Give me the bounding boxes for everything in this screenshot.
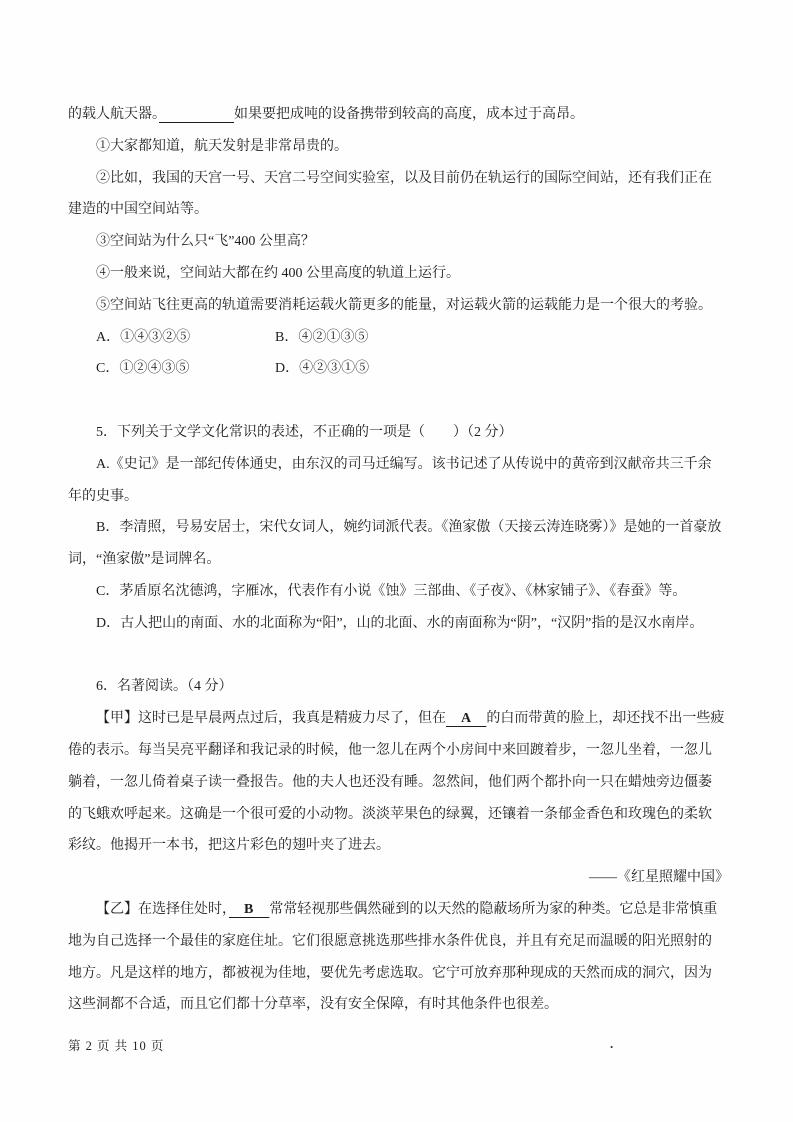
text-line: 6．名著阅读。（4 分） xyxy=(96,679,233,695)
q4-options-row-1 xyxy=(68,322,729,354)
text-line: 地方。凡是这样的地方，都被视为佳地，要优先考虑选取。它宁可放弃那种现成的天然而成的洞穴，因为 xyxy=(68,965,712,981)
q4-options-row-2 xyxy=(68,353,729,385)
answer-blank: A xyxy=(446,711,487,727)
text-line: 年的史事。 xyxy=(68,488,138,504)
answer-blank: B xyxy=(229,901,270,917)
page-content xyxy=(68,99,729,1021)
text-line: 的载人航天器。 如果要把成吨的设备携带到较高的高度，成本过于高昂。 xyxy=(68,107,584,122)
question-4-continuation xyxy=(68,99,729,385)
question-6 xyxy=(68,671,729,1021)
q4-option-d: D．④②③①⑤ xyxy=(275,361,370,377)
stray-dot: . xyxy=(610,1036,614,1051)
text-line: 建造的中国空间站等。 xyxy=(68,202,208,218)
text-line: B．李清照，号易安居士，宋代女词人，婉约词派代表。《渔家傲（天接云涛连晓雾）》是她的一首豪放 xyxy=(96,520,722,536)
text-line: 词，“渔家傲”是词牌名。 xyxy=(68,552,221,568)
page-number: 第 2 页 共 10 页 xyxy=(68,1039,165,1053)
question-5 xyxy=(68,417,729,640)
text-line: ——《红星照耀中国》 xyxy=(589,870,729,886)
q4-option-b: B．④②①③⑤ xyxy=(275,329,369,345)
text-line: 躺着，一忽儿倚着桌子读一叠报告。他的夫人也还没有睡。忽然间，他们两个都扑向一只在蜡烛旁边僵萎 xyxy=(68,774,712,790)
text-line: ③空间站为什么只“飞”400 公里高？ xyxy=(96,234,315,250)
text-line: ①大家都知道，航天发射是非常昂贵的。 xyxy=(96,138,348,154)
text-line: D．古人把山的南面、水的北面称为“阳”，山的北面、水的南面称为“阴”，“汉阴”指的是汉水南岸。 xyxy=(96,615,704,631)
answer-blank xyxy=(159,107,234,122)
text-line: 倦的表示。每当吴亮平翻译和我记录的时候，他一忽儿在两个小房间中来回踱着步，一忽儿坐着，一忽儿 xyxy=(68,742,712,758)
text-line: 的飞蛾欢呼起来。这确是一个很可爱的小动物。淡淡苹果色的绿翼，还镶着一条郁金香色和玫瑰色的柔软 xyxy=(68,806,712,822)
text-line: 【乙】在选择住处时， B 常常轻视那些偶然碰到的以天然的隐蔽场所为家的种类。它总是非常慎重 xyxy=(96,901,718,917)
text-line: C．茅盾原名沈德鸿，字雁冰，代表作有小说《蚀》三部曲、《子夜》、《林家铺子》、《春蚕》等。 xyxy=(96,583,687,599)
text-line: 彩纹。他揭开一本书，把这片彩色的翅叶夹了进去。 xyxy=(68,838,390,854)
text-line: ②比如，我国的天宫一号、天宫二号空间实验室，以及目前仍在轨运行的国际空间站，还有我们正在 xyxy=(96,170,712,186)
q4-text-lines xyxy=(68,99,729,322)
text-line: 地为自己选择一个最佳的家庭住址。它们很愿意挑选那些排水条件优良，并且有充足而温暖的阳光照射的 xyxy=(68,933,712,949)
text-line: 【甲】这时已是早晨两点过后，我真是精疲力尽了，但在 A 的白而带黄的脸上，却还找不出一些疲 xyxy=(96,711,725,727)
text-line: 5．下列关于文学文化常识的表述，不正确的一项是（ ）（2 分） xyxy=(96,424,513,440)
text-line: ⑤空间站飞往更高的轨道需要消耗运载火箭更多的能量，对运载火箭的运载能力是一个很大的考验。 xyxy=(96,297,712,313)
q4-option-a: A．①④③②⑤ xyxy=(96,329,191,345)
text-line: A.《史记》是一部纪传体通史，由东汉的司马迁编写。该书记述了从传说中的黄帝到汉献帝共三千余 xyxy=(96,456,712,472)
text-line: ④一般来说，空间站大都在约 400 公里高度的轨道上运行。 xyxy=(96,265,460,281)
q4-option-c: C．①②④③⑤ xyxy=(96,361,190,377)
text-line: 这些洞都不合适，而且它们都十分草率，没有安全保障，有时其他条件也很差。 xyxy=(68,997,558,1013)
